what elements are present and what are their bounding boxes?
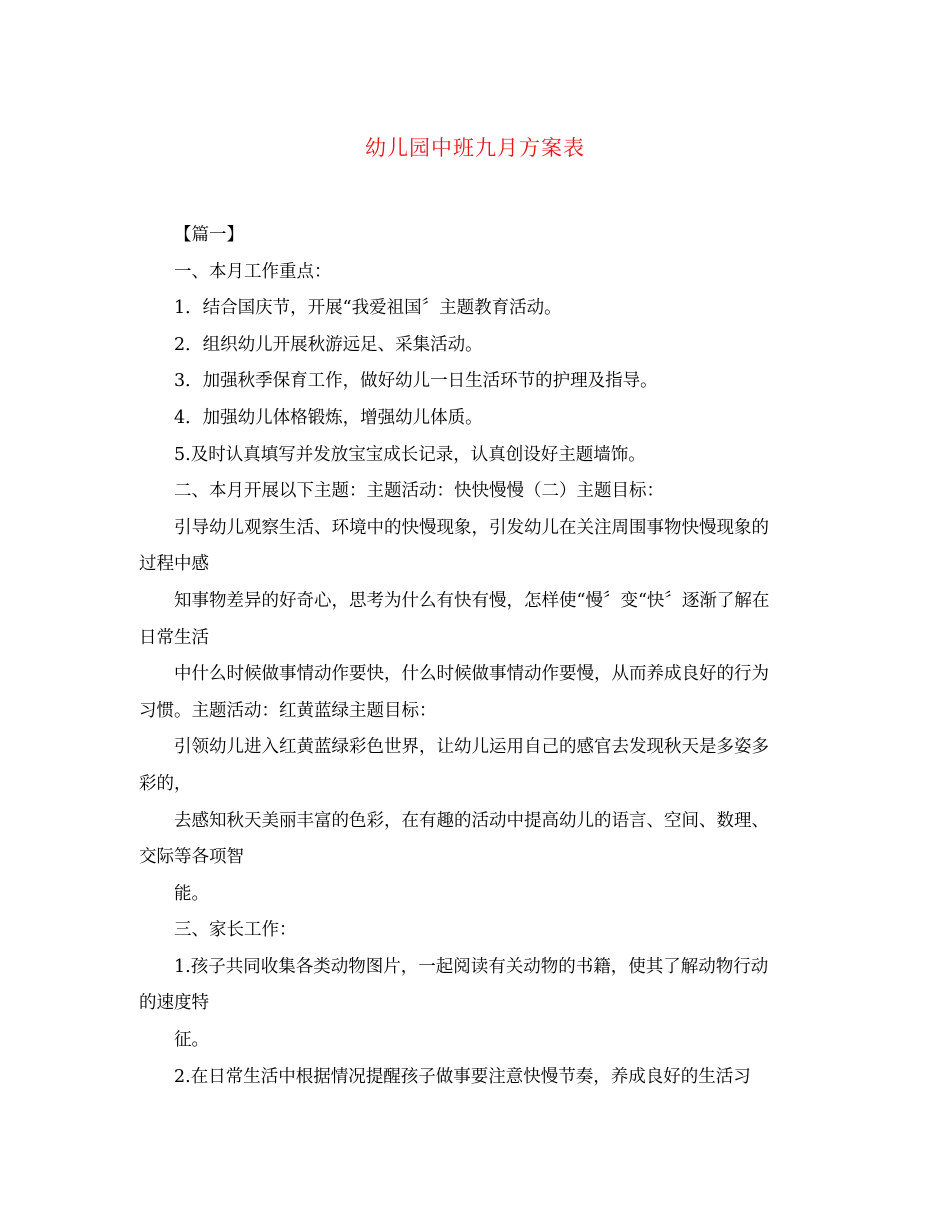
text-line: 4．加强幼儿体格锻炼，增强幼儿体质。 bbox=[174, 407, 483, 428]
text-line: 引导幼儿观察生活、环境中的快慢现象，引发幼儿在关注周围事物快慢现象的 bbox=[174, 517, 769, 538]
text-line: 去感知秋天美丽丰富的色彩，在有趣的活动中提高幼儿的语言、空间、数理、 bbox=[174, 810, 769, 831]
document-title: 幼儿园中班九月方案表 bbox=[365, 136, 585, 160]
text-line: 2.在日常生活中根据情况提醒孩子做事要注意快慢节奏，养成良好的生活习 bbox=[174, 1066, 751, 1087]
text-line: 2．组织幼儿开展秋游远足、采集活动。 bbox=[174, 334, 483, 355]
text-line: 5.及时认真填写并发放宝宝成长记录，认真创设好主题墙饰。 bbox=[174, 444, 646, 465]
text-line: 1．结合国庆节，开展“我爱祖国〞主题教育活动。 bbox=[174, 298, 562, 319]
text-line: 【篇一】 bbox=[174, 225, 244, 245]
text-line: 三、家长工作： bbox=[174, 920, 297, 941]
text-line: 交际等各项智 bbox=[139, 847, 244, 868]
text-line: 的速度特 bbox=[139, 993, 209, 1014]
text-line: 征。 bbox=[174, 1030, 209, 1051]
text-line: 彩的， bbox=[139, 773, 192, 794]
text-line: 过程中感 bbox=[139, 554, 209, 575]
text-line: 中什么时候做事情动作要快，什么时候做事情动作要慢，从而养成良好的行为 bbox=[174, 664, 769, 685]
text-line: 日常生活 bbox=[139, 627, 209, 648]
text-line: 3．加强秋季保育工作，做好幼儿一日生活环节的护理及指导。 bbox=[174, 371, 658, 392]
text-line: 习惯。主题活动：红黄蓝绿主题目标： bbox=[139, 700, 437, 721]
text-line: 1.孩子共同收集各类动物图片，一起阅读有关动物的书籍，使其了解动物行动 bbox=[174, 956, 769, 977]
text-line: 一、本月工作重点： bbox=[174, 261, 332, 282]
text-line: 能。 bbox=[174, 883, 209, 904]
text-line: 二、本月开展以下主题：主题活动：快快慢慢（二）主题目标： bbox=[174, 481, 664, 502]
text-line: 知事物差异的好奇心，思考为什么有快有慢，怎样使“慢〞变“快〞逐渐了解在 bbox=[174, 590, 770, 611]
text-line: 引领幼儿进入红黄蓝绿彩色世界，让幼儿运用自己的感官去发现秋天是多姿多 bbox=[174, 737, 769, 758]
document-body bbox=[139, 217, 819, 1095]
